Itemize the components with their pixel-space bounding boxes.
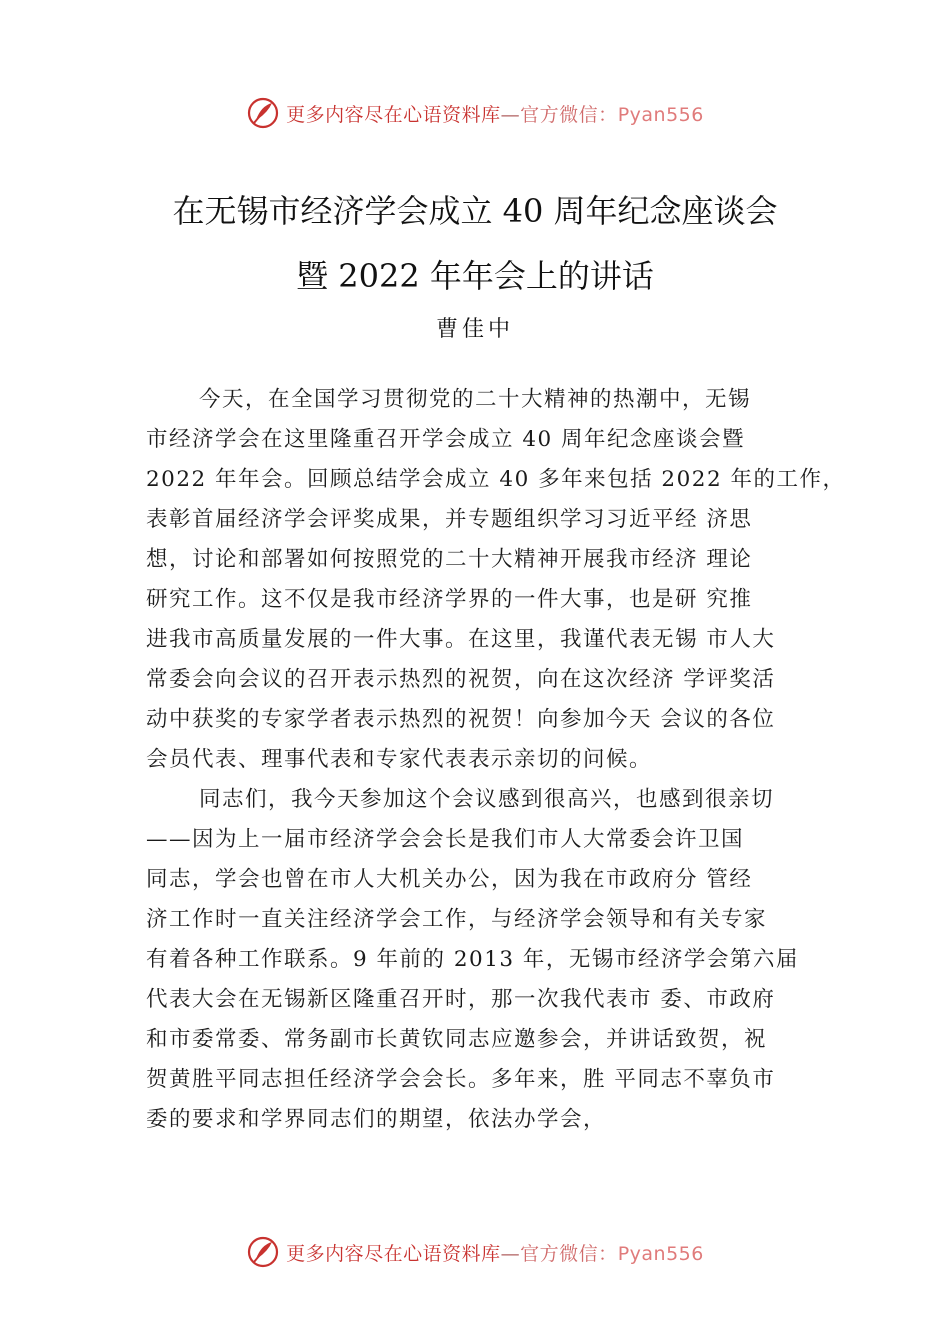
text-line: 有着各种工作联系。9 年前的 2013 年，无锡市经济学会第六届: [146, 947, 799, 972]
text-line: 常委会向会议的召开表示热烈的祝贺，向在这次经济 学评奖活: [146, 667, 776, 692]
document-title-line-1: 在无锡市经济学会成立 40 周年纪念座谈会: [172, 192, 778, 230]
text-line: 2022 年年会。回顾总结学会成立 40 多年来包括 2022 年的工作，: [146, 467, 846, 492]
text-line: 动中获奖的专家学者表示热烈的祝贺！向参加今天 会议的各位: [146, 707, 776, 732]
text-line: 代表大会在无锡新区隆重召开时，那一次我代表市 委、市政府: [146, 987, 776, 1012]
text-line: 市经济学会在这里隆重召开学会成立 40 周年纪念座谈会暨: [146, 427, 746, 452]
document-title-line-2: 暨 2022 年年会上的讲话: [296, 257, 654, 295]
text-line: ——因为上一届市经济学会会长是我们市人大常委会许卫国: [146, 827, 745, 852]
text-line: 委的要求和学界同志们的期望，依法办学会，: [146, 1107, 607, 1132]
text-line: 进我市高质量发展的一件大事。在这里，我谨代表无锡 市人大: [146, 627, 776, 652]
text-line: 济工作时一直关注经济学会工作，与经济学会领导和有关专家: [146, 907, 768, 932]
text-line: 研究工作。这不仅是我市经济学界的一件大事，也是研 究推: [146, 587, 753, 612]
paragraph-1: [146, 380, 846, 780]
quill-logo-icon: [246, 96, 280, 130]
text-line: 表彰首届经济学会评奖成果，并专题组织学习习近平经 济思: [146, 507, 753, 532]
footer-watermark-banner: [0, 1232, 950, 1272]
text-line: 同志们，我今天参加这个会议感到很高兴，也感到很亲切: [199, 787, 775, 812]
paragraph-2: [146, 780, 846, 1140]
author-name: 曹佳中: [435, 317, 514, 342]
text-line: 同志，学会也曾在市人大机关办公，因为我在市政府分 管经: [146, 867, 753, 892]
banner-text: 更多内容尽在心语资料库—官方微信：Pyan556: [286, 103, 704, 126]
text-line: 今天，在全国学习贯彻党的二十大精神的热潮中，无锡: [199, 387, 752, 412]
quill-logo-icon: [246, 1235, 280, 1269]
document-body: [146, 380, 846, 1140]
text-line: 和市委常委、常务副市长黄钦同志应邀参会，并讲话致贺，祝: [146, 1027, 768, 1052]
header-watermark-banner: [0, 93, 950, 133]
text-line: 想，讨论和部署如何按照党的二十大精神开展我市经济 理论: [146, 547, 753, 572]
text-line: 贺黄胜平同志担任经济学会会长。多年来，胜 平同志不辜负市: [146, 1067, 776, 1092]
banner-text: 更多内容尽在心语资料库—官方微信：Pyan556: [286, 1242, 704, 1265]
text-line: 会员代表、理事代表和专家代表表示亲切的问候。: [146, 747, 653, 772]
